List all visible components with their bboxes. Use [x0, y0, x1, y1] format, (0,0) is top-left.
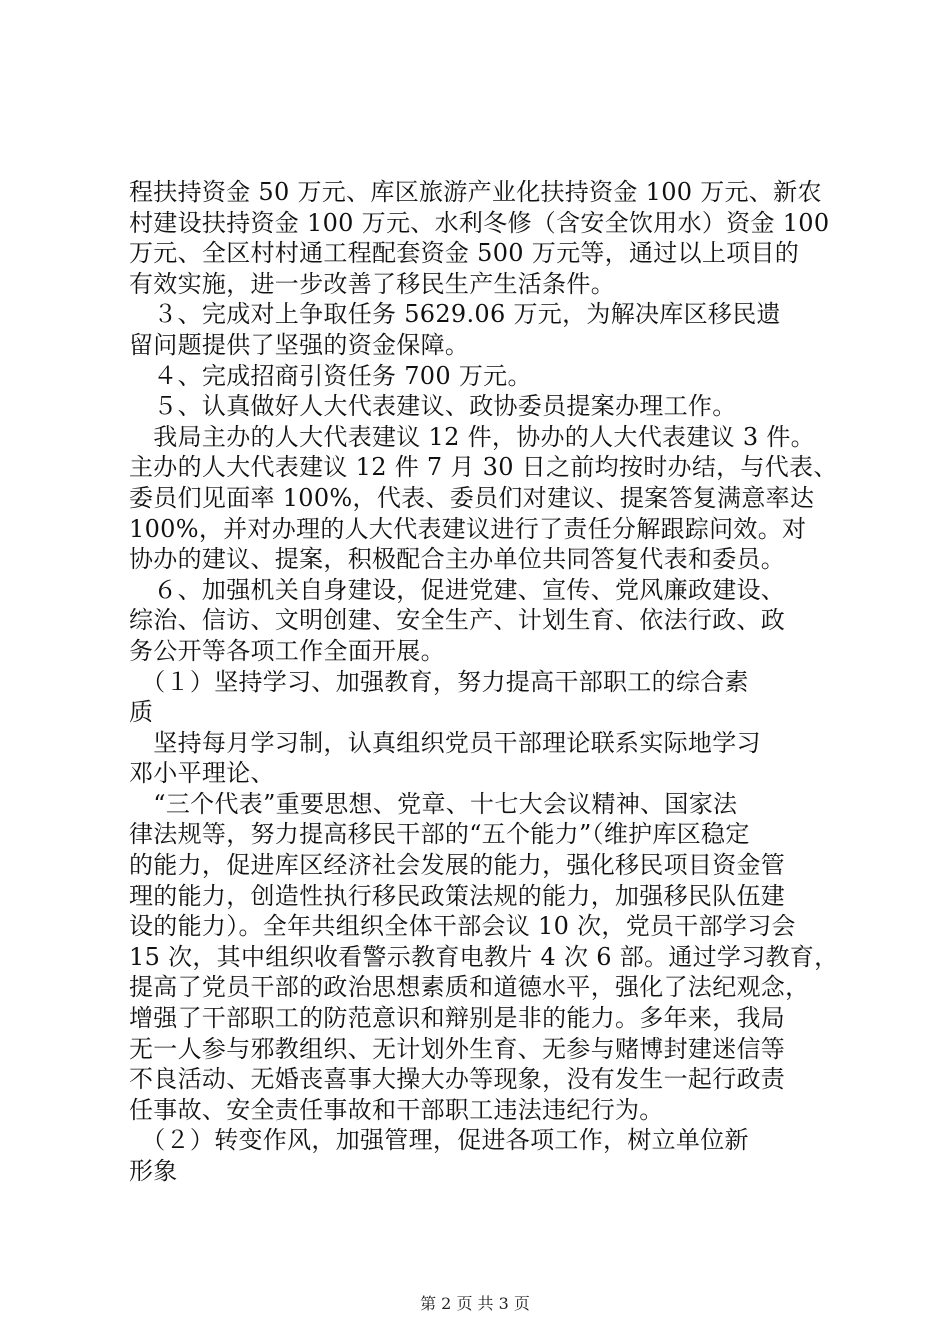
text-line: 增强了干部职工的防范意识和辩别是非的能力。多年来，我局: [129, 1004, 786, 1033]
text-line: 程扶持资金 50 万元、库区旅游产业化扶持资金 100 万元、新农: [129, 178, 822, 206]
text-line: ４、完成招商引资任务 700 万元。: [129, 361, 532, 390]
text-line: 有效实施，进一步改善了移民生产生活条件。: [129, 269, 615, 298]
text-line: 15 次，其中组织收看警示教育电教片 4 次 6 部。通过学习教育，: [129, 942, 839, 971]
text-line: 务公开等各项工作全面开展。: [129, 636, 445, 665]
text-line: 协办的建议、提案，积极配合主办单位共同答复代表和委员。: [129, 545, 786, 574]
text-line: 设的能力）。全年共组织全体干部会议 10 次，党员干部学习会: [129, 912, 796, 941]
text-line: （２）转变作风，加强管理，促进各项工作，树立单位新: [129, 1126, 749, 1155]
text-line: 综治、信访、文明创建、安全生产、计划生育、依法行政、政: [129, 606, 786, 635]
text-line: 主办的人大代表建议 12 件 7 月 30 日之前均按时办结，与代表、: [129, 453, 838, 482]
text-line: 村建设扶持资金 100 万元、水利冬修（含安全饮用水）资金 100: [129, 208, 830, 237]
text-line: 100%，并对办理的人大代表建议进行了责任分解跟踪问效。对: [129, 514, 807, 543]
text-line: 形象: [129, 1157, 178, 1185]
text-line: 理的能力，创造性执行移民政策法规的能力，加强移民队伍建: [129, 881, 786, 910]
text-line: ３、完成对上争取任务 5629.06 万元，为解决库区移民遗: [129, 300, 781, 329]
text-line: “三个代表”重要思想、党章、十七大会议精神、国家法: [129, 789, 738, 818]
text-line: （１）坚持学习、加强教育，努力提高干部职工的综合素: [129, 667, 749, 696]
text-line: 邓小平理论、: [129, 759, 275, 788]
text-line: 提高了党员干部的政治思想素质和道德水平，强化了法纪观念，: [129, 973, 810, 1002]
body-text: [129, 177, 849, 1187]
text-line: 任事故、安全责任事故和干部职工违法违纪行为。: [129, 1095, 664, 1124]
text-line: 万元、全区村村通工程配套资金 500 万元等，通过以上项目的: [129, 239, 800, 268]
page-footer: 第 2 页 共 3 页: [420, 1294, 530, 1313]
text-line: 的能力，促进库区经济社会发展的能力，强化移民项目资金管: [129, 851, 786, 880]
text-line: 留问题提供了坚强的资金保障。: [129, 330, 470, 359]
text-line: 我局主办的人大代表建议 12 件，协办的人大代表建议 3 件。: [129, 422, 815, 451]
text-line: 无一人参与邪教组织、无计划外生育、无参与赌博封建迷信等: [129, 1034, 786, 1063]
text-line: ６、加强机关自身建设，促进党建、宣传、党风廉政建设、: [129, 575, 786, 604]
text-line: 委员们见面率 100%，代表、委员们对建议、提案答复满意率达: [129, 483, 815, 512]
text-line: 质: [129, 698, 154, 727]
text-line: 律法规等，努力提高移民干部的“五个能力”（维护库区稳定: [129, 820, 750, 849]
text-line: 坚持每月学习制，认真组织党员干部理论联系实际地学习: [129, 728, 761, 757]
text-line: 不良活动、无婚丧喜事大操大办等现象，没有发生一起行政责: [129, 1065, 786, 1094]
text-line: ５、认真做好人大代表建议、政协委员提案办理工作。: [129, 392, 737, 421]
